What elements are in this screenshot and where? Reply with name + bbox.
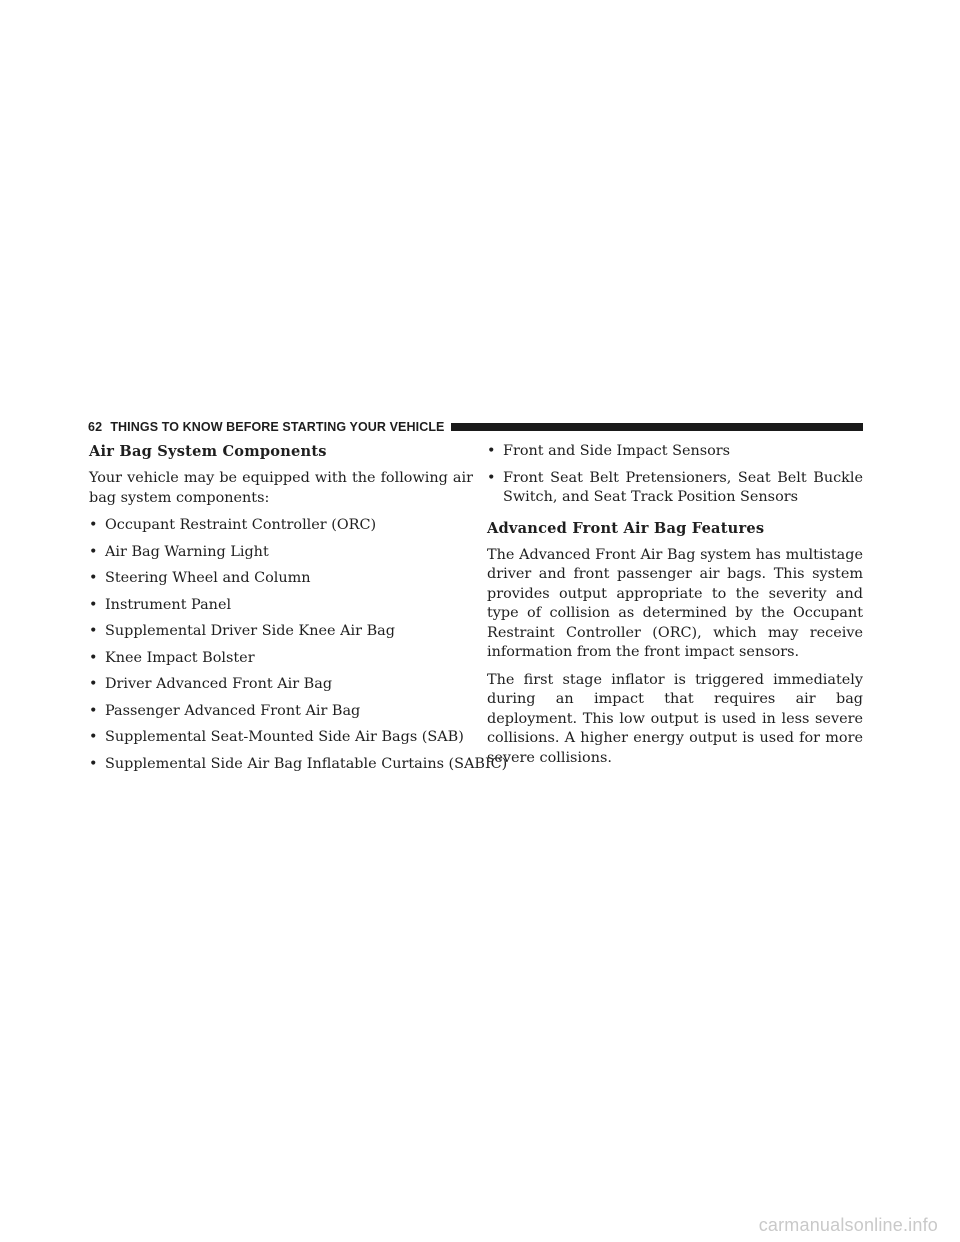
list-item: • Instrument Panel	[89, 596, 473, 616]
paragraph-multistage: The Advanced Front Air Bag system has multistage driver and front passenger air bags. This system provides output appropriate to the severity and type of collision as determined by the Occupant Restraint Controller (ORC), which may receive information from the front impact sensors.	[487, 546, 863, 660]
list-item: • Supplemental Side Air Bag Inflatable Curtains (SABIC)	[89, 755, 473, 775]
bullet-icon: •	[89, 729, 98, 745]
watermark: carmanualsonline.info	[758, 1215, 938, 1235]
heading-components: Air Bag System Components	[89, 443, 327, 460]
bullet-icon: •	[89, 543, 98, 560]
heading-advanced-features: Advanced Front Air Bag Features	[487, 519, 765, 537]
section-title: THINGS TO KNOW BEFORE STARTING YOUR VEHICLE	[110, 420, 445, 434]
left-column	[89, 442, 508, 781]
bullet-icon: •	[89, 702, 98, 719]
list-item: • Steering Wheel and Column	[89, 569, 473, 589]
sensors-list	[487, 442, 863, 508]
bullet-icon: •	[89, 649, 98, 666]
bullet-icon: •	[89, 623, 98, 639]
bullet-icon: •	[89, 570, 98, 586]
list-item: • Front and Side Impact Sensors	[487, 442, 863, 462]
list-item: • Knee Impact Bolster	[89, 649, 473, 669]
right-column	[487, 442, 863, 776]
list-item: • Driver Advanced Front Air Bag	[89, 675, 473, 695]
bullet-icon: •	[89, 755, 98, 772]
list-item: • Front Seat Belt Pretensioners, Seat Belt Buckle Switch, and Seat Track Position Sensors	[487, 469, 863, 505]
list-item: • Supplemental Driver Side Knee Air Bag	[89, 622, 473, 642]
bullet-icon: •	[487, 469, 496, 486]
bullet-icon: •	[89, 676, 98, 692]
bullet-icon: •	[89, 517, 98, 533]
list-item: • Air Bag Warning Light	[89, 543, 473, 563]
list-item: • Supplemental Seat-Mounted Side Air Bags (SAB)	[89, 728, 473, 748]
bullet-icon: •	[89, 596, 98, 613]
paragraph-inflator: The first stage inflator is triggered immediately during an impact that requires air bag deployment. This low output is used in less severe collisions. A higher energy output is used for more severe collisions.	[487, 671, 863, 766]
bullet-icon: •	[487, 443, 496, 459]
page-number: 62	[88, 420, 103, 434]
components-list	[89, 516, 508, 774]
intro-paragraph: Your vehicle may be equipped with the following air bag system components:	[89, 470, 473, 506]
list-item: • Passenger Advanced Front Air Bag	[89, 702, 473, 722]
header-rule	[451, 423, 864, 431]
page-header	[88, 419, 863, 435]
list-item: • Occupant Restraint Controller (ORC)	[89, 516, 473, 536]
